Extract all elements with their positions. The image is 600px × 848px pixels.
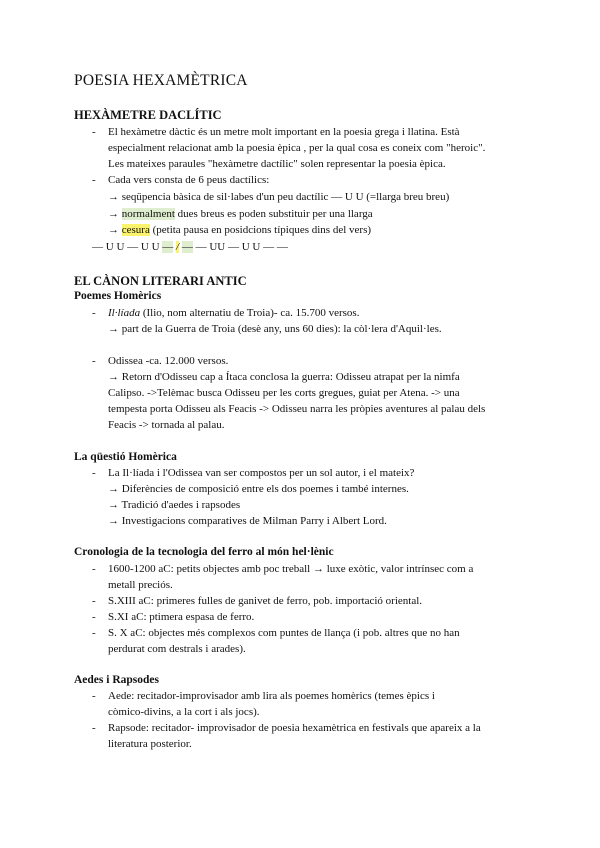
arrow-text: dues breus es poden substituir per una llarga: [174, 208, 373, 220]
paragraph-line: S.XI aC: ptimera espasa de ferro.: [108, 611, 255, 623]
paragraph-line: El hexàmetre dàctic és un metre molt important en la poesia grega i llatina. Està: [108, 126, 460, 138]
scansion-highlight: —: [181, 241, 193, 253]
paragraph-line: Cada vers consta de 6 peus dactílics:: [108, 174, 270, 186]
scansion-part: — U U — U U: [92, 241, 163, 253]
scansion-line: [92, 241, 288, 253]
page-title: POESIA HEXAMÈTRICA: [74, 72, 248, 89]
bullet-dash: -: [92, 467, 96, 479]
bullet-dash: -: [92, 690, 96, 702]
paragraph-line: còmico-divins, a la cort i als jocs).: [108, 706, 260, 718]
bullet-dash: -: [92, 595, 96, 607]
paragraph-line: [108, 307, 359, 319]
paragraph-line: Rapsode: recitador- improvisador de poesia hexamètrica en festivals que apareix a la: [108, 722, 481, 734]
paragraph-line: Calipso. ->Telèmac busca Odisseu per les corts gregues, guiat per Atena. -> una: [108, 387, 460, 399]
arrow-line: → Investigacions comparatives de Milman Parry i Albert Lord.: [108, 515, 387, 527]
work-title-iliada: Il·líada: [108, 307, 141, 319]
paragraph-line: literatura posterior.: [108, 738, 192, 750]
bullet-dash: -: [92, 174, 96, 186]
paragraph-line: Feacis -> tornada al palau.: [108, 419, 225, 431]
paragraph-line: tempesta porta Odisseu als Feacis -> Odisseu narra les pròpies aventures al palau dels: [108, 403, 486, 415]
bullet-dash: -: [92, 307, 96, 319]
paragraph-line: S.XIII aC: primeres fulles de ganivet de ferro, pob. importació oriental.: [108, 595, 423, 607]
subheading-aedes: Aedes i Rapsodes: [74, 674, 159, 686]
bullet-dash: -: [92, 627, 96, 639]
arrow-line: [108, 208, 373, 220]
bullet-dash: -: [92, 563, 96, 575]
arrow-text: (petita pausa en posidcions típiques dins del vers): [149, 224, 372, 236]
bullet-dash: -: [92, 722, 96, 734]
arrow-prefix: →: [108, 208, 122, 220]
arrow-prefix: →: [108, 224, 122, 236]
paragraph-line: Les mateixes paraules "hexàmetre dactílic" solen representar la poesia èpica.: [108, 158, 446, 170]
paragraph-line: Odissea -ca. 12.000 versos.: [108, 355, 229, 367]
section-heading-hexametre: HEXÀMETRE DACLÍTIC: [74, 108, 222, 122]
subheading-poemes: Poemes Homèrics: [74, 290, 162, 302]
subheading-cronologia: Cronologia de la tecnologia del ferro al món hel·lènic: [74, 546, 334, 558]
arrow-line: → Diferències de composició entre els dos poemes i també internes.: [108, 483, 409, 495]
arrow-line: → seqüpencia bàsica de sil·labes d'un peu dactílic — U U (=llarga breu breu): [108, 191, 450, 203]
arrow-line: → Retorn d'Odisseu cap a Ítaca conclosa la guerra: Odisseu atrapat per la nimfa: [108, 371, 460, 383]
arrow-line: [108, 224, 371, 236]
scansion-highlight: —: [162, 241, 174, 253]
section-heading-canon: EL CÀNON LITERARI ANTIC: [74, 274, 247, 288]
paragraph-line: perdurat com destrals i arades).: [108, 643, 246, 655]
paragraph-line: S. X aC: objectes més complexos com puntes de llança (i pob. altres que no han: [108, 627, 460, 639]
paragraph-line: especialment relacionat amb la poesia èpica , per la qual cosa es coneix com "heroic".: [108, 142, 486, 154]
highlighted-text: normalment: [121, 208, 175, 220]
bullet-dash: -: [92, 126, 96, 138]
scansion-part: — UU — U U — —: [192, 241, 288, 253]
bullet-dash: -: [92, 355, 96, 367]
paragraph-line: 1600-1200 aC: petits objectes amb poc treball → luxe exòtic, valor intrínsec com a: [108, 563, 474, 575]
subheading-questio: La qüestió Homèrica: [74, 451, 177, 463]
cesura-slash: /: [176, 241, 180, 253]
bullet-dash: -: [92, 611, 96, 623]
arrow-line: → Tradició d'aedes i rapsodes: [108, 499, 241, 511]
paragraph-line: La Il·líada i l'Odissea van ser compostos per un sol autor, i el mateix?: [108, 467, 415, 479]
paragraph-line: metall preciós.: [108, 579, 173, 591]
paragraph-text: (Ilio, nom alternatiu de Troia)- ca. 15.700 versos.: [140, 307, 360, 319]
highlighted-text: cesura: [121, 224, 150, 236]
arrow-line: → part de la Guerra de Troia (desè any, uns 60 dies): la còl·lera d'Aquil·les.: [108, 323, 442, 335]
paragraph-line: Aede: recitador-improvisador amb lira als poemes homèrics (temes èpics i: [108, 690, 435, 702]
